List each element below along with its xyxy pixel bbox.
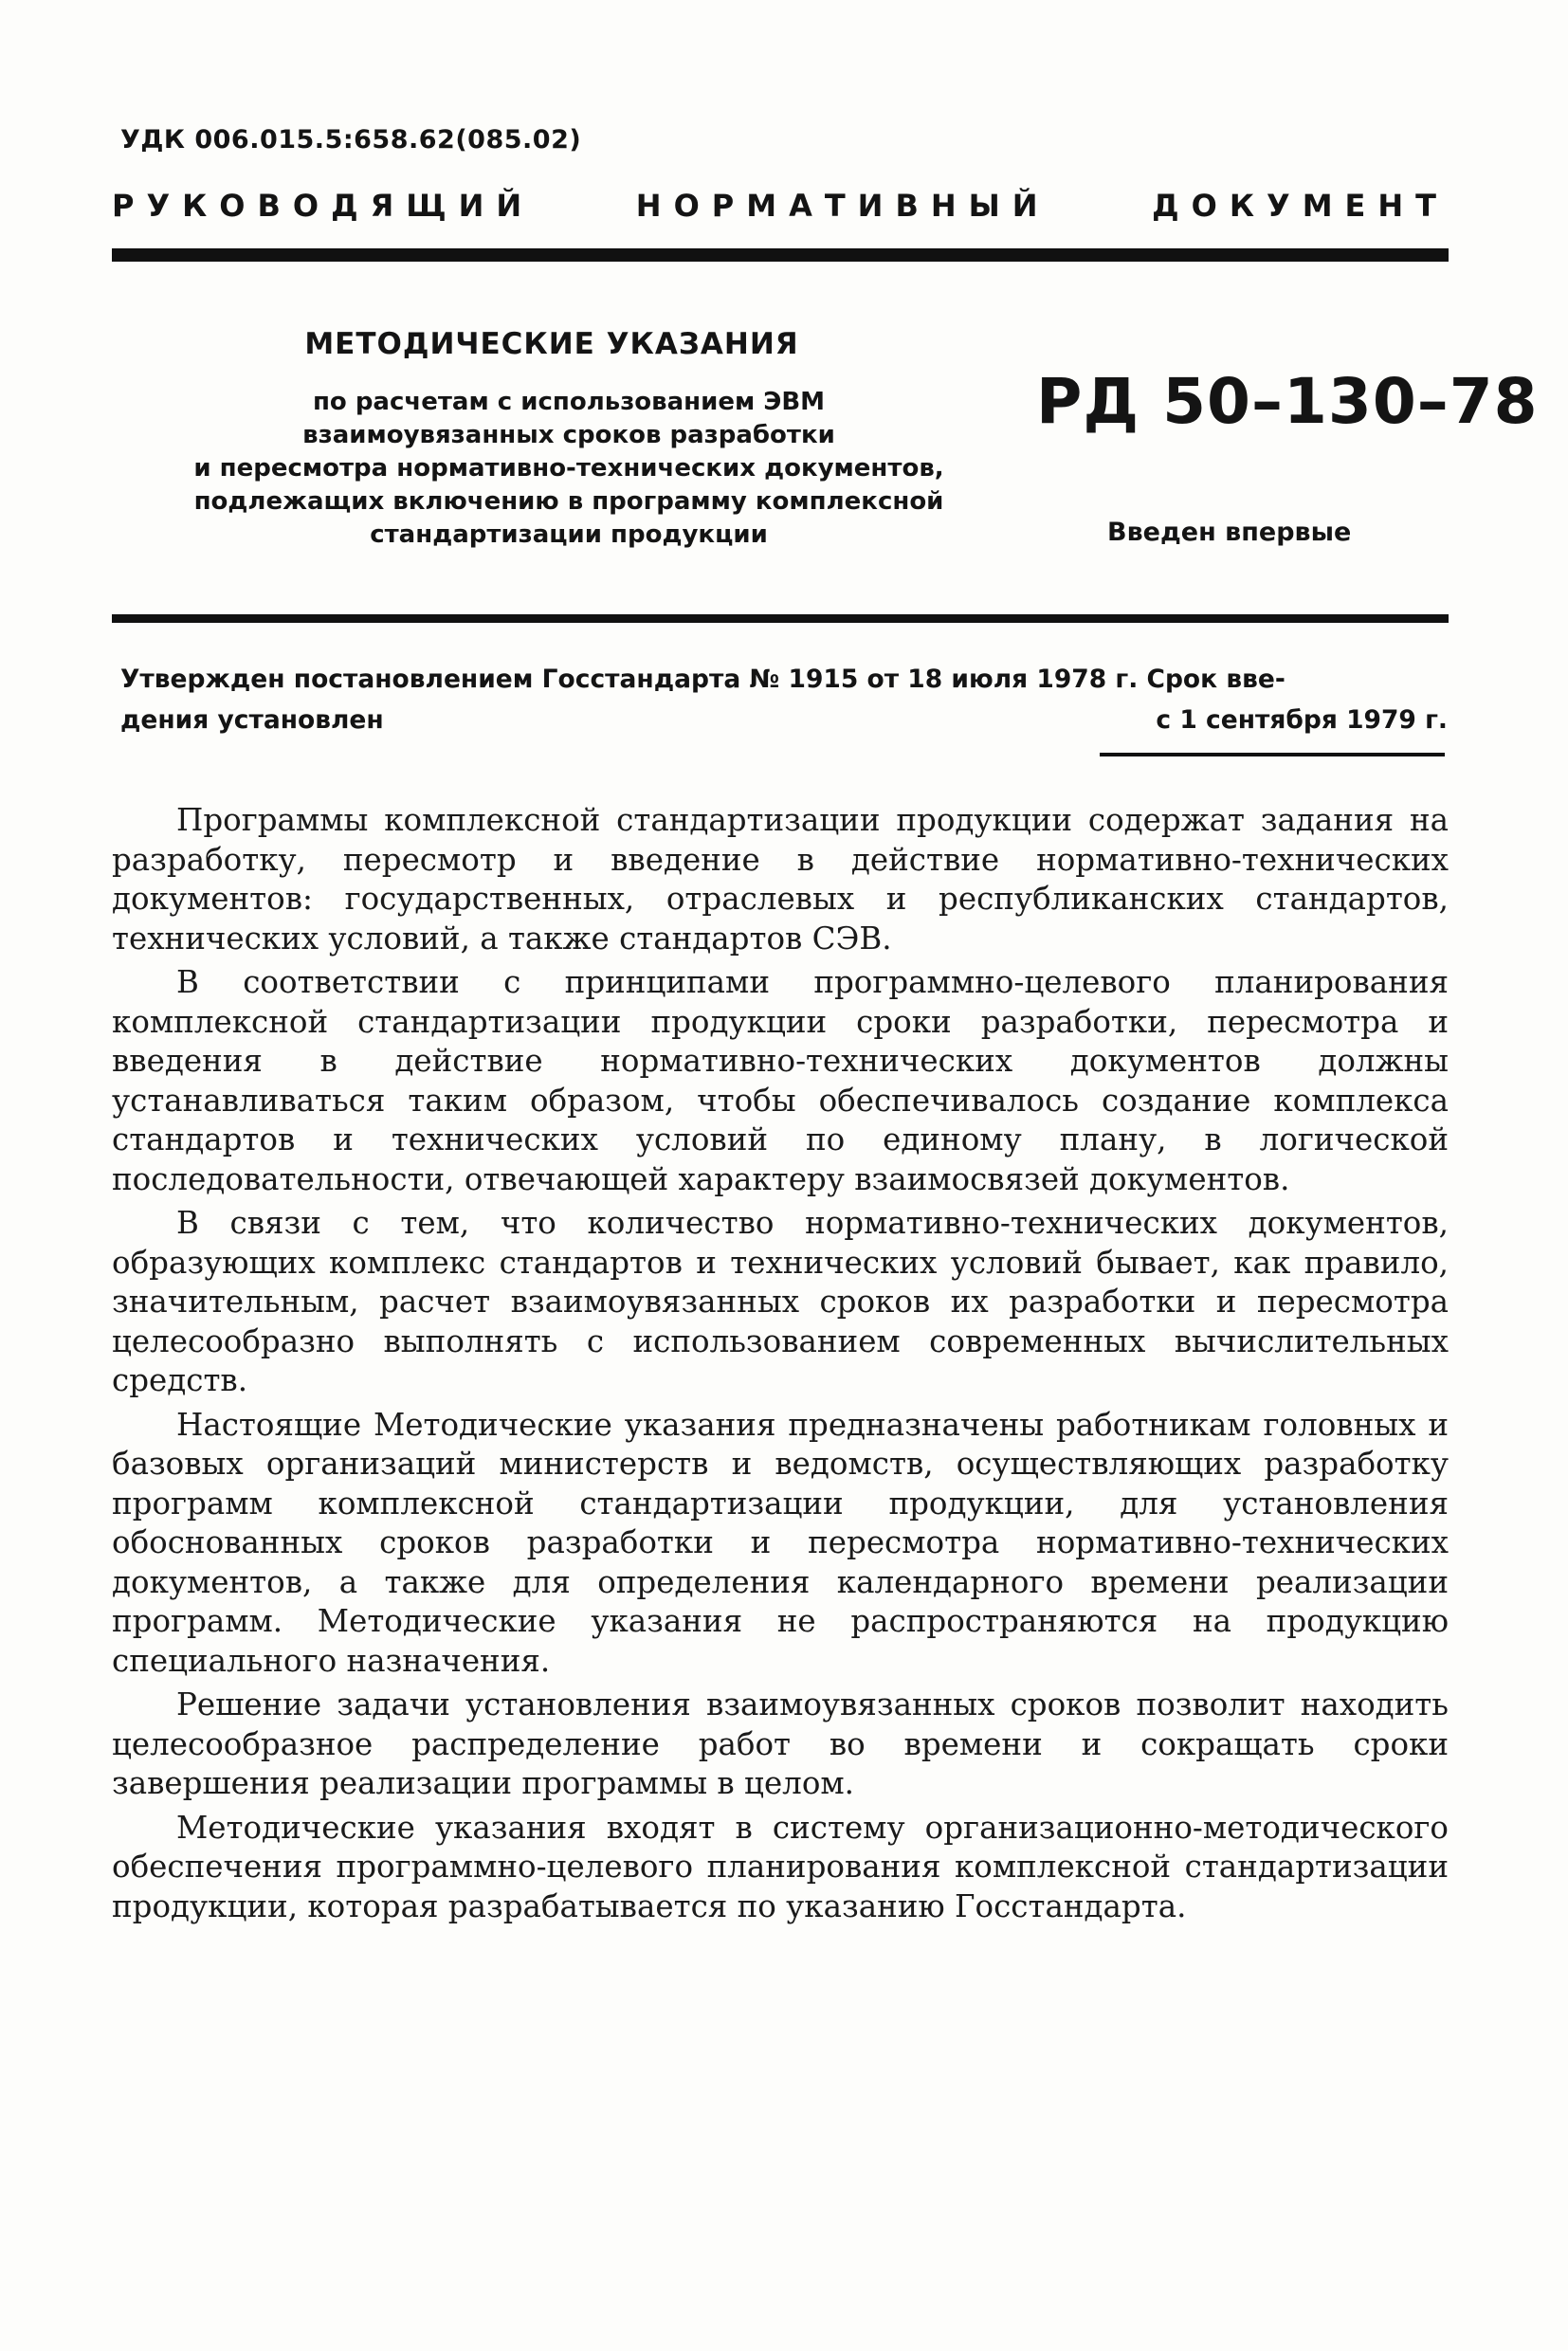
body-paragraph: В связи с тем, что количество нормативно-технических документов, образующих комплекс стандартов и технических условий бывает, как правило, значительным, расчет взаимоувязанных сроков их разработки и пересмотра целесообразно выполнять с использованием современных вычислительных средств. — [112, 1205, 1449, 1398]
document-number: РД 50–130–78 — [1036, 365, 1539, 438]
doctype-word: РУКОВОДЯЩИЙ — [112, 188, 535, 224]
subject-line: по расчетам с использованием ЭВМ — [312, 388, 826, 416]
approval-line: Утвержден постановлением Госстандарта № 1915 от 18 июля 1978 г. Срок вве- — [120, 665, 1285, 694]
body-paragraph: Методические указания входят в систему организационно-методического обеспечения программно-целевого планирования комплексной стандартизации продукции, которая разрабатывается по указанию Госстандарта. — [112, 1809, 1449, 1924]
approval-line-left: дения установлен — [120, 705, 384, 735]
document-type-banner — [112, 188, 1449, 224]
udk-code: УДК 006.015.5:658.62(085.02) — [120, 125, 582, 155]
document-subject — [142, 386, 995, 552]
subject-line: и пересмотра нормативно-технических документов, — [193, 454, 944, 483]
doctype-word: НОРМАТИВНЫЙ — [635, 188, 1050, 224]
document-heading: МЕТОДИЧЕСКИЕ УКАЗАНИЯ — [304, 327, 799, 361]
approval-effective-date: с 1 сентября 1979 г. — [1156, 705, 1448, 735]
body-text — [112, 801, 1449, 1931]
approval-rule — [1100, 753, 1445, 756]
subject-line: взаимоувязанных сроков разработки — [302, 421, 835, 449]
title-rule — [112, 614, 1449, 623]
doctype-word: ДОКУМЕНТ — [1152, 188, 1449, 224]
body-paragraph: Настоящие Методические указания предназначены работникам головных и базовых организаций министерств и ведомств, осуществляющих разработку программ комплексной стандартизации продукции, для установления обоснованных сроков разработки и пересмотра нормативно-технических документов, а также для определения календарного времени реализации программ. Методические указания не распространяются на продукцию специального назначения. — [112, 1406, 1449, 1679]
approval-statement — [120, 659, 1448, 740]
subject-line: подлежащих включению в программу комплексной — [193, 487, 944, 516]
introduced-note: Введен впервые — [1107, 518, 1352, 547]
body-paragraph: В соответствии с принципами программно-целевого планирования комплексной стандартизации продукции сроки разработки, пересмотра и введения в действие нормативно-технических документов должны устанавливаться таким образом, чтобы обеспечивалось создание комплекса стандартов и технических условий по единому плану, в логической последовательности, отвечающей характеру взаимосвязей документов. — [112, 964, 1449, 1197]
subject-line: стандартизации продукции — [370, 520, 768, 549]
approval-line-2 — [120, 700, 1448, 740]
body-paragraph: Решение задачи установления взаимоувязанных сроков позволит находить целесообразное распределение работ во времени и сокращать сроки завершения реализации программы в целом. — [112, 1686, 1449, 1801]
body-paragraph: Программы комплексной стандартизации продукции содержат задания на разработку, пересмотр и введение в действие нормативно-технических документов: государственных, отраслевых и республиканских стандартов, технических условий, а также стандартов СЭВ. — [112, 802, 1449, 957]
header-rule — [112, 248, 1449, 262]
